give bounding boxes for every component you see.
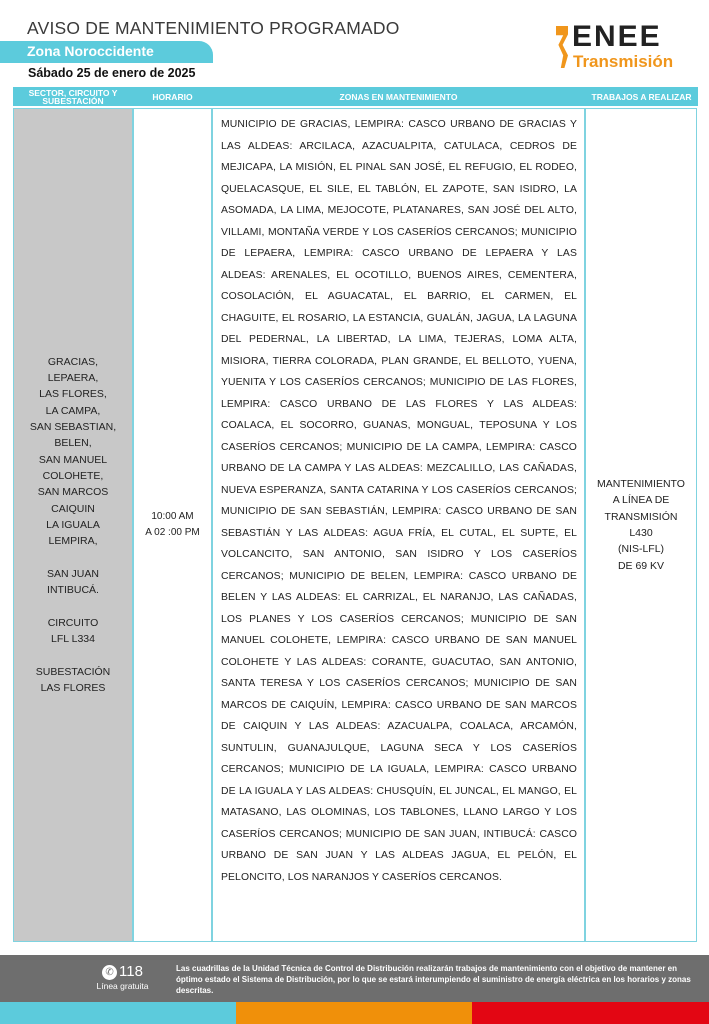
horario-line: A 02 :00 PM: [145, 527, 200, 538]
enee-logo: [556, 22, 696, 72]
sector-line: CAIQUIN: [51, 502, 95, 515]
sector-line: [30, 598, 116, 614]
header-horario: HORARIO: [152, 91, 193, 102]
sector-line: INTIBUCÁ.: [47, 584, 99, 597]
sector-line: COLOHETE,: [42, 469, 104, 482]
sector-line: SAN MARCOS: [37, 486, 109, 499]
trabajos-line: MANTENIMIENTO: [597, 478, 685, 491]
horario-cell: [133, 108, 212, 942]
phone-number: 118: [119, 963, 143, 980]
table-header: [13, 87, 698, 106]
sector-line: BELEN,: [54, 437, 92, 450]
sector-line: GRACIAS,: [47, 355, 99, 368]
sector-line: CIRCUITO: [47, 616, 99, 629]
sector-line: LEPAERA,: [47, 372, 99, 385]
phone-label: Línea gratuita: [96, 981, 149, 991]
phone-icon: ✆: [102, 965, 117, 980]
zone-label: Zona Noroccidente: [0, 41, 213, 63]
sector-line: SAN SEBASTIAN,: [29, 421, 117, 434]
sector-cell: [13, 108, 133, 942]
header-sector: SECTOR, CIRCUITO Y SUBESTACIÓN: [28, 87, 118, 106]
trabajos-line: A LÍNEA DE: [612, 494, 670, 507]
sector-line: SAN JUAN: [47, 567, 99, 580]
footer: [0, 955, 709, 1002]
stripe-cyan: [0, 1002, 236, 1024]
header-zonas: ZONAS EN MANTENIMIENTO: [339, 91, 458, 102]
sector-line: [30, 647, 116, 663]
zonas-cell: MUNICIPIO DE GRACIAS, LEMPIRA: CASCO URBANO DE GRACIAS Y LAS ALDEAS: ARCILACA, AZACUALPITA, CATULACA, CEDROS DE MEJICAPA, LA MISIÓN, EL PINAL SAN JOSÉ, EL REFUGIO, EL RODEO, QUELACASQUE, EL SILE, EL TABLÓN, EL ZAPOTE, SAN ISIDRO, LA ASOMADA, LA LIMA, MEJOCOTE, PLATANARES, SAN JOSÉ DEL ALTO, VILLAMI, MONTAÑA VERDE Y LOS CASERÍOS CERCANOS; MUNICIPIO DE LEPAERA, LEMPIRA: CASCO URBANO DE LEPAERA Y LAS ALDEAS: ARENALES, EL OCOTILLO, BUENOS AIRES, CEMENTERA, COSOLACIÓN, EL AGUACATAL, EL BARRIO, EL CARMEN, EL CHAGUITE, EL ROSARIO, LA ESTANCIA, GUALÁN, JAGUA, LA LAGUNA DEL PEDERNAL, LA LIBERTAD, LA LIMA, TEJERAS, LOMA ALTA, MISIORA, TIERRA COLORADA, PLAN GRANDE, EL BELLOTO, YUENA, YUENITA Y LOS CASERÍOS CERCANOS; MUNICIPIO DE LAS FLORES, LEMPIRA: CASCO URBANO DE LAS FLORES Y LAS ALDEAS: COALACA, EL SOCORRO, GUANAS, MONGUAL, TEPOSUNA Y LOS CASERÍOS CERCANOS; MUNICIPIO DE LA CAMPA, LEMPIRA: CASCO URBANO DE LA CAMPA Y LAS ALDEAS: MEZCALILLO, LAS CAÑADAS, NUEVA ESPERANZA, SANTA CATARINA Y LOS CASERÍOS CERCANOS; MUNICIPIO DE SAN SEBASTIÁN, LEMPIRA: CASCO URBANO DE SAN SEBASTIÁN Y LAS ALDEAS: AGUA FRÍA, EL CUTAL, EL SUPTE, EL VOLCANCITO, SAN ANTONIO, SAN ISIDRO Y LOS CASERÍOS CERCANOS; MUNICIPIO DE BELEN, LEMPIRA: CASCO URBANO DE BELEN Y LAS ALDEAS: EL CARRIZAL, EL NARANJO, LAS CAÑADAS, LOS PLANES Y LOS CASERÍOS CERCANOS; MUNICIPIO DE SAN MANUEL COLOHETE, LEMPIRA: CASCO URBANO DE SAN MANUEL COLOHETE Y LAS ALDEAS: CORANTE, GUACUTAO, SAN ANTONIO, SANTA TERESA Y LOS CASERÍOS CERCANOS; MUNICIPIO DE SAN MARCOS DE CAIQUÍN, LEMPIRA: CASCO URBANO DE SAN MARCOS DE CAIQUIN Y LAS ALDEAS: AZACUALPA, COALACA, ARCAMÓN, SUNTULIN, GUANAJULQUE, LAGUNA SECA Y LOS CASERÍOS CERCANOS; MUNICIPIO DE LA IGUALA, LEMPIRA: CASCO URBANO DE LA IGUALA Y LAS ALDEAS: CHUSQUÍN, EL JUNCAL, EL MANGO, EL MATASANO, LAS OLOMINAS, LOS TABLONES, LLANO LARGO Y LOS CASERÍOS CERCANOS; MUNICIPIO DE SAN JUAN, INTIBUCÁ: CASCO URBANO DE SAN JUAN Y LAS ALDEAS JAGUA, EL PELÓN, EL PELONCITO, LOS NARANJOS Y CASERÍOS CERCANOS.: [212, 108, 585, 942]
sector-line: LA CAMPA,: [45, 404, 101, 417]
header-trabajos: TRABAJOS A REALIZAR: [591, 91, 692, 102]
stripe-orange: [236, 1002, 472, 1024]
stripe-red: [472, 1002, 709, 1024]
trabajos-line: (NIS-LFL): [617, 543, 665, 556]
horario-line: 10:00 AM: [151, 510, 194, 522]
trabajos-line: TRANSMISIÓN: [604, 510, 678, 523]
sector-line: LFL L334: [51, 632, 95, 645]
logo-name: ENEE: [572, 20, 662, 53]
page-title: AVISO DE MANTENIMIENTO PROGRAMADO: [27, 18, 400, 38]
trabajos-cell: [585, 108, 697, 942]
sector-line: [30, 549, 116, 565]
footer-notice: Las cuadrillas de la Unidad Técnica de Control de Distribución realizarán trabajos de mantenimiento con el objetivo de mantener en óptimo estado el Sistema de Distribución, por lo que se estará interumpiendo el suministro de energía eléctrica en los horarios y zonas descritas.: [176, 964, 691, 995]
sector-line: LAS FLORES,: [39, 388, 107, 401]
date-label: Sábado 25 de enero de 2025: [28, 66, 196, 80]
logo-mark-icon: [556, 26, 568, 68]
logo-subtitle: Transmisión: [573, 52, 674, 71]
sector-line: LA IGUALA: [46, 518, 100, 531]
trabajos-line: L430: [629, 527, 653, 539]
sector-line: SUBESTACIÓN: [35, 665, 111, 678]
sector-line: SAN MANUEL: [38, 453, 108, 466]
sector-line: LEMPIRA,: [48, 535, 98, 548]
sector-line: LAS FLORES: [40, 681, 106, 694]
trabajos-line: DE 69 KV: [617, 559, 665, 572]
hotline: [90, 963, 155, 991]
